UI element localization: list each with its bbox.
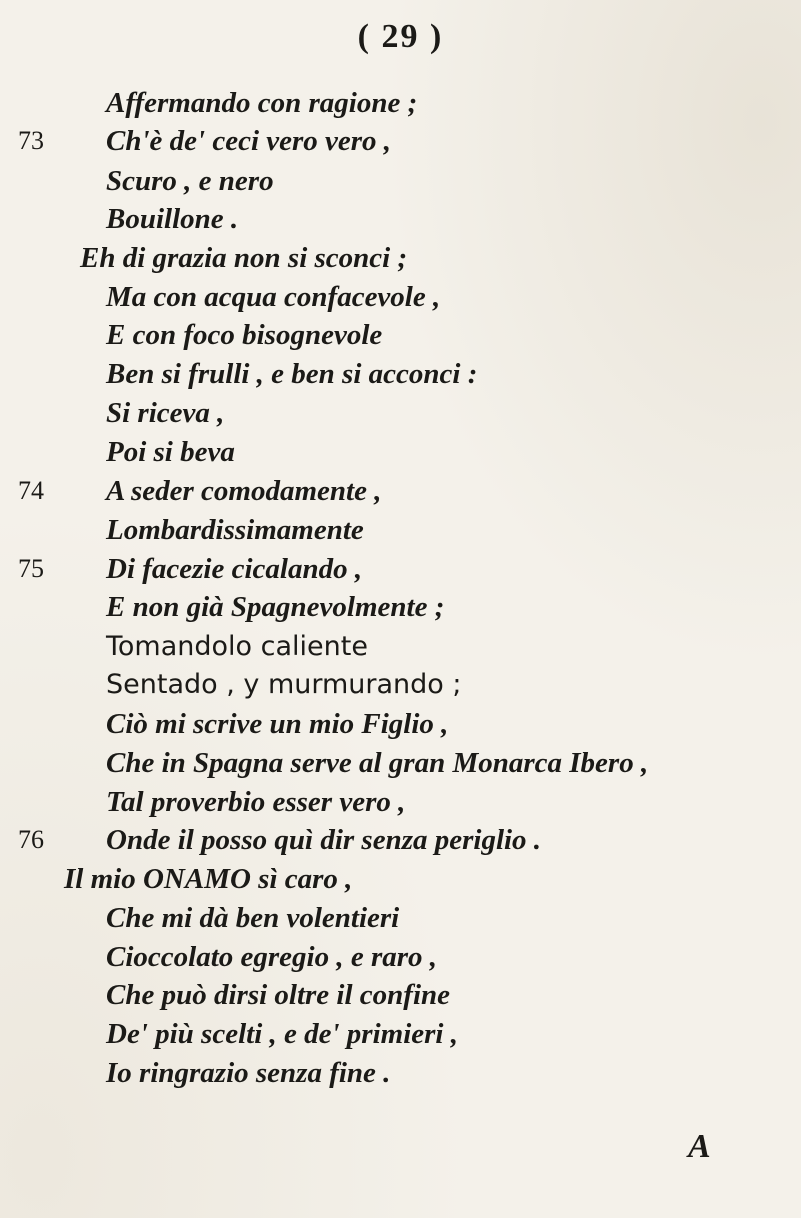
text-line: Di facezie cicalando , (106, 553, 363, 585)
text-line-spanish: Tomandolo caliente (106, 631, 368, 662)
text-line: Io ringrazio senza fine . (106, 1057, 391, 1089)
text-line: Si riceva , (106, 397, 225, 429)
verse-number-75: 75 (18, 554, 44, 583)
text-line: Ciò mi scrive un mio Figlio , (106, 708, 449, 740)
text-line: Bouillone . (106, 203, 239, 235)
text-line: E non già Spagnevolmente ; (106, 591, 445, 623)
text-line: Che mi dà ben volentieri (106, 902, 400, 934)
text-line: Che in Spagna serve al gran Monarca Ibero , (106, 747, 649, 779)
text-line: Tal proverbio esser vero , (106, 786, 406, 818)
text-line-spanish: Sentado , y murmurando ; (106, 669, 462, 700)
verse-number-74: 74 (18, 476, 44, 505)
text-line: Ma con acqua confacevole , (106, 281, 441, 313)
verse-number-73: 73 (18, 126, 44, 155)
text-line: Lombardissimamente (106, 514, 364, 546)
verse-number-76: 76 (18, 825, 44, 854)
text-line: E con foco bisognevole (106, 319, 383, 351)
text-line: Ben si frulli , e ben si acconci : (106, 358, 478, 390)
text-line: Scuro , e nero (106, 165, 274, 197)
text-line: Poi si beva (106, 436, 235, 468)
text-line: Il mio ONAMO sì caro , (64, 863, 353, 895)
text-line: A seder comodamente , (106, 475, 382, 507)
page-number: ( 29 ) (357, 18, 444, 55)
text-line: Che può dirsi oltre il confine (106, 979, 451, 1011)
text-line: Cioccolato egregio , e raro , (106, 941, 438, 973)
text-line: De' più scelti , e de' primieri , (106, 1018, 458, 1050)
text-line: Affermando con ragione ; (106, 87, 418, 119)
catchword: A (688, 1128, 711, 1165)
text-line: Eh di grazia non si sconci ; (80, 242, 408, 274)
text-line: Onde il posso quì dir senza periglio . (106, 824, 542, 856)
text-line: Ch'è de' ceci vero vero , (106, 125, 392, 157)
